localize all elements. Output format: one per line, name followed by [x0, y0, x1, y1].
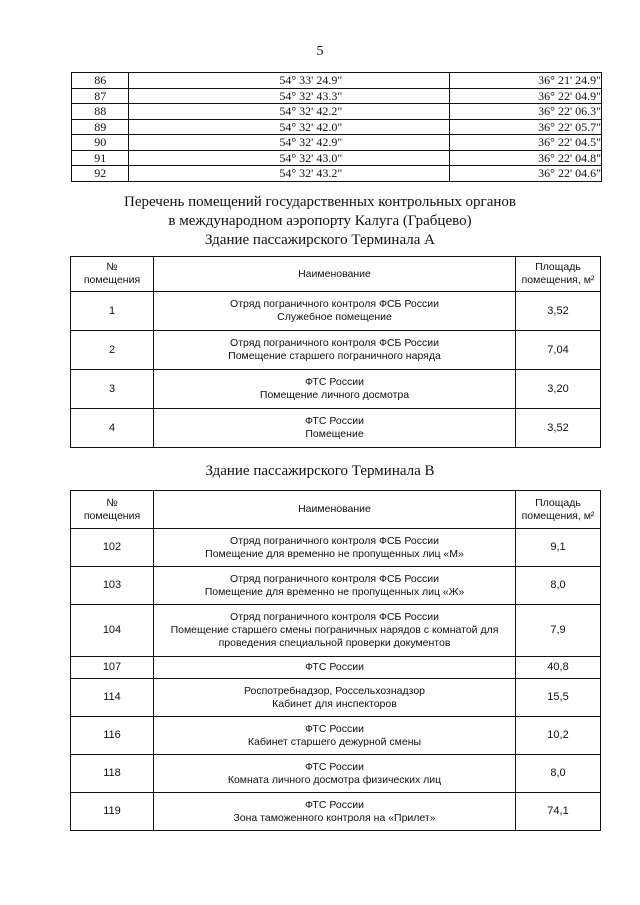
point-number: 88 — [72, 104, 129, 120]
column-header-name: Наименование — [154, 257, 516, 292]
table-row — [72, 73, 602, 89]
longitude: 36° 22' 04.6" — [450, 166, 602, 182]
room-area: 7,04 — [516, 331, 601, 370]
table-row — [71, 331, 601, 370]
room-number: 107 — [71, 657, 154, 679]
room-number: 3 — [71, 370, 154, 409]
room-area: 8,0 — [516, 567, 601, 605]
terminal-a-title: Здание пассажирского Терминала А — [205, 232, 435, 248]
title-line: Перечень помещений государственных контрольных органов — [124, 194, 516, 210]
room-number: 104 — [71, 605, 154, 657]
table-row — [71, 755, 601, 793]
table-row — [71, 605, 601, 657]
longitude: 36° 22' 04.9" — [450, 88, 602, 104]
room-name: ФТС России Помещение — [154, 409, 516, 448]
room-number: 1 — [71, 292, 154, 331]
room-area: 10,2 — [516, 717, 601, 755]
room-number: 119 — [71, 793, 154, 831]
room-number: 118 — [71, 755, 154, 793]
room-name: Отряд пограничного контроля ФСБ России Помещение старшего пограничного наряда — [154, 331, 516, 370]
room-name: Отряд пограничного контроля ФСБ России Помещение для временно не пропущенных лиц «Ж» — [154, 567, 516, 605]
table-row — [72, 135, 602, 151]
table-header-row — [71, 491, 601, 529]
latitude: 54° 32' 42.9" — [129, 135, 450, 151]
table-row — [71, 717, 601, 755]
room-area: 15,5 — [516, 679, 601, 717]
room-area: 8,0 — [516, 755, 601, 793]
point-number: 90 — [72, 135, 129, 151]
column-header-number: № помещения — [71, 491, 154, 529]
room-name: Отряд пограничного контроля ФСБ России Служебное помещение — [154, 292, 516, 331]
table-row — [71, 292, 601, 331]
document-title — [0, 193, 640, 250]
room-area: 9,1 — [516, 529, 601, 567]
table-row — [71, 370, 601, 409]
latitude: 54° 32' 43.2" — [129, 166, 450, 182]
point-number: 91 — [72, 150, 129, 166]
coordinates-table — [71, 72, 602, 182]
room-name: ФТС России — [154, 657, 516, 679]
table-row — [71, 529, 601, 567]
room-name: ФТС России Помещение личного досмотра — [154, 370, 516, 409]
terminal-b-rooms-table — [70, 490, 601, 831]
latitude: 54° 33' 24.9" — [129, 73, 450, 89]
room-number: 114 — [71, 679, 154, 717]
table-row — [72, 150, 602, 166]
column-header-number: № помещения — [71, 257, 154, 292]
terminal-a-rooms-table — [70, 256, 601, 448]
longitude: 36° 22' 06.3" — [450, 104, 602, 120]
room-name: Отряд пограничного контроля ФСБ России Помещение старшего смены пограничных нарядов с комнатой для проведения специальной проверки документов — [154, 605, 516, 657]
room-area: 3,20 — [516, 370, 601, 409]
terminal-b-title: Здание пассажирского Терминала В — [205, 463, 435, 479]
room-name: ФТС России Комната личного досмотра физических лиц — [154, 755, 516, 793]
room-number: 102 — [71, 529, 154, 567]
point-number: 87 — [72, 88, 129, 104]
latitude: 54° 32' 42.0" — [129, 119, 450, 135]
page-number: 5 — [316, 44, 324, 59]
table-row — [71, 409, 601, 448]
room-name: ФТС России Кабинет старшего дежурной смены — [154, 717, 516, 755]
latitude: 54° 32' 43.0" — [129, 150, 450, 166]
table-row — [71, 679, 601, 717]
room-area: 40,8 — [516, 657, 601, 679]
longitude: 36° 22' 05.7" — [450, 119, 602, 135]
table-row — [72, 88, 602, 104]
table-row — [71, 657, 601, 679]
room-name: ФТС России Зона таможенного контроля на «Прилет» — [154, 793, 516, 831]
column-header-name: Наименование — [154, 491, 516, 529]
point-number: 86 — [72, 73, 129, 89]
title-line: в международном аэропорту Калуга (Грабцево) — [168, 213, 472, 229]
longitude: 36° 22' 04.5" — [450, 135, 602, 151]
column-header-area: Площадь помещения, м² — [516, 257, 601, 292]
room-number: 116 — [71, 717, 154, 755]
point-number: 92 — [72, 166, 129, 182]
table-row — [72, 119, 602, 135]
room-number: 103 — [71, 567, 154, 605]
room-area: 3,52 — [516, 292, 601, 331]
latitude: 54° 32' 43.3" — [129, 88, 450, 104]
latitude: 54° 32' 42.2" — [129, 104, 450, 120]
column-header-area: Площадь помещения, м² — [516, 491, 601, 529]
table-row — [71, 793, 601, 831]
point-number: 89 — [72, 119, 129, 135]
room-area: 3,52 — [516, 409, 601, 448]
table-row — [72, 166, 602, 182]
room-name: Отряд пограничного контроля ФСБ России Помещение для временно не пропущенных лиц «М» — [154, 529, 516, 567]
longitude: 36° 21' 24.9" — [450, 73, 602, 89]
room-number: 4 — [71, 409, 154, 448]
table-row — [71, 567, 601, 605]
table-row — [72, 104, 602, 120]
room-area: 7,9 — [516, 605, 601, 657]
room-area: 74,1 — [516, 793, 601, 831]
room-number: 2 — [71, 331, 154, 370]
longitude: 36° 22' 04.8" — [450, 150, 602, 166]
table-header-row — [71, 257, 601, 292]
room-name: Роспотребнадзор, Россельхознадзор Кабинет для инспекторов — [154, 679, 516, 717]
